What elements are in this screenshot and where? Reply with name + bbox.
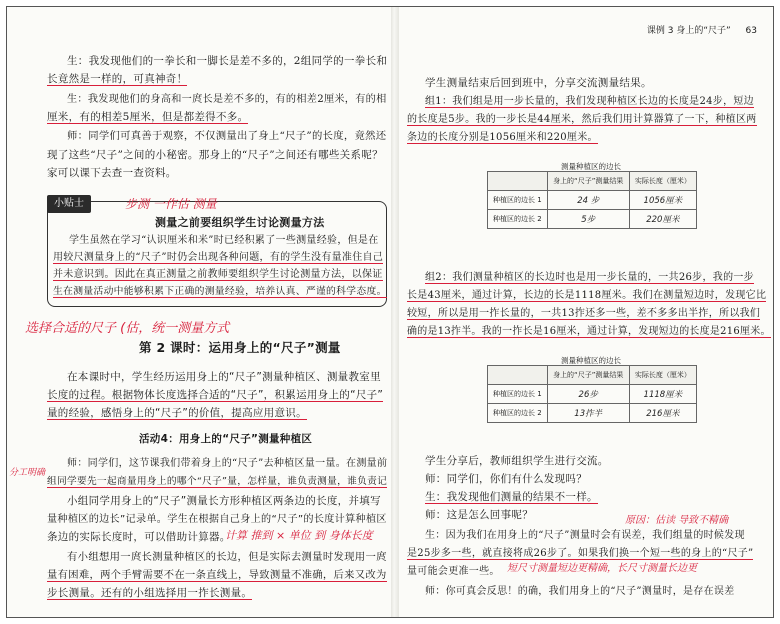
table-header: 身上的“尺子”测量结果	[547, 172, 629, 191]
text-line	[47, 71, 187, 88]
text-line-content: 是25步多一些，就直接将成26步了。如果我们换一个短一些的身上的“尺子”	[407, 548, 754, 559]
tip-line	[53, 283, 387, 300]
table-cell: 种植区的边长 1	[488, 385, 548, 404]
measurement-table	[487, 365, 697, 423]
text-line	[47, 109, 248, 126]
text-line: 生：因为我们在用身上的“尺子”测量时会有误差，我们组量的时候发现	[425, 530, 745, 541]
tip-line: 学生虽然在学习“认识厘米和米”时已经积累了一些测量经验，但是在	[69, 235, 379, 246]
tip-line-content: 生在测量活动中能够积累下正确的测量经验，培养认真、严谨的科学态度。	[53, 286, 387, 297]
table-cell: 种植区的边长 2	[488, 404, 548, 423]
tip-title: 测量之前要组织学生讨论测量方法	[155, 216, 325, 229]
handwritten-note: 选择合适的尺子 (估，统一测量方式	[25, 321, 230, 336]
book-spread	[6, 6, 774, 618]
text-line	[47, 567, 387, 584]
text-line-content: 组同学要先一起商量用身上的哪个“尺子”量，怎样量，谁负责测量，谁负责记	[47, 476, 388, 487]
text-line	[47, 473, 387, 490]
text-line: 生：我发现他们的一拳长和一脚长是差不多的，2组同学的一拳长和	[67, 55, 388, 67]
table-header-row	[488, 366, 697, 385]
text-line-content: 长是43厘米，通过计算，长边的长是1118厘米。我们在测量短边时，发现它比	[407, 290, 767, 301]
left-page	[7, 7, 391, 617]
text-line: 量可能会更准一些。	[407, 566, 500, 577]
text-line-content: 步长测量。还有的小组选择用一拃长测量。	[47, 587, 253, 599]
table-cell: 种植区的边长 1	[488, 191, 548, 210]
text-line	[425, 93, 754, 110]
text-line-content: 条边的长度分别是1056厘米和220厘米。	[407, 132, 598, 143]
text-line: 小组同学用身上的“尺子”测量长方形种植区两条边的长度，并填写	[67, 495, 381, 507]
table-caption: 测量种植区的边长	[561, 162, 621, 171]
text-line: 有小组想用一庹长测量种植区的长边，但是实际去测量时发现用一庹	[67, 551, 387, 563]
table-cell: 1056厘米	[629, 191, 696, 210]
table-cell: 216厘米	[629, 404, 696, 423]
running-header	[635, 23, 757, 36]
table-caption: 测量种植区的边长	[561, 356, 621, 365]
text-line-content: 组2：我们测量种植区的长边时也是用一步长量的，一共26步，我的一步	[425, 272, 754, 283]
text-line-content: 厘米，有的相差5厘米，但是都差得不多。	[47, 111, 249, 123]
text-line: 师：同学们，这节课我们带着身上的“尺子”去种植区量一量。在测量前	[67, 458, 388, 469]
text-line: 师：同学们，你们有什么发现吗？	[425, 473, 587, 485]
text-line-content: 长竟然是一样的，可真神奇！	[47, 73, 188, 85]
handwritten-note: 原因：估读 导致不精确	[625, 515, 729, 526]
text-line-content: 长度的过程。根据物体长度选择合适的“尺子”，积累运用身上的“尺子”	[47, 389, 384, 401]
table-header: 实际长度（厘米）	[629, 366, 696, 385]
text-line-content: 生：我发现他们测量的结果不一样。	[425, 491, 598, 503]
text-line: 学生分享后，教师组织学生进行交流。	[425, 455, 609, 467]
text-line-content: 组1：我们组是用一步长量的，我们发现种植区长边的长度是24步，短边	[425, 96, 754, 107]
text-line-content: 量的经验，感悟身上的“尺子”的价值，提高应用意识。	[47, 407, 307, 419]
tip-line-content: 并未意识到。因此在真正测量之前教师要组织学生讨论测量方法，以保证	[53, 269, 383, 280]
right-page	[399, 7, 774, 617]
table-cell: 13拃半	[547, 404, 629, 423]
table-cell: 种植区的边长 2	[488, 210, 548, 229]
text-line: 学生测量结束后回到班中，分享交流测量结果。	[425, 77, 652, 89]
text-line	[407, 129, 598, 146]
table-header: 身上的“尺子”测量结果	[547, 366, 629, 385]
text-line: 生：我发现他们的身高和一庹长是差不多的，有的相差2厘米，有的相	[67, 94, 387, 105]
text-line: 现了这些“尺子”之间的小秘密。那身上的“尺子”之间还有哪些关系呢？	[47, 149, 383, 161]
tip-line	[53, 266, 383, 283]
table-header-row	[488, 172, 697, 191]
chapter-title: 课例 3 身上的“尺子”	[646, 26, 731, 36]
text-line	[407, 287, 766, 304]
table-cell: 220厘米	[629, 210, 696, 229]
tip-line	[53, 249, 383, 266]
tip-badge: 小贴士	[47, 195, 91, 213]
handwritten-note: 短尺寸测量短边更精确，长尺寸测量长边更	[507, 563, 697, 574]
table-row	[488, 191, 697, 210]
lesson-title: 第 2 课时：运用身上的“尺子”测量	[139, 340, 341, 355]
table-header: 实际长度（厘米）	[629, 172, 696, 191]
text-line: 师：你可真会反思！的确，我们用身上的“尺子”测量时，是存在误差	[425, 586, 735, 597]
text-line-content: 的长度是5步。我的一步长是44厘米，然后我们用计算器算了一下，种植区两	[407, 114, 757, 125]
text-line: 量种植区的边长”记录单。学生在根据自己身上的“尺子”的长度计算种植区	[47, 514, 387, 525]
handwritten-note: 分工明确	[9, 468, 46, 478]
table-cell: 1118厘米	[629, 385, 696, 404]
table-cell: 5步	[547, 210, 629, 229]
page-number: 63	[745, 26, 757, 36]
text-line	[407, 305, 760, 322]
handwritten-note: 计算 推到 × 单位 到 身体长度	[225, 529, 373, 542]
activity-title: 活动4：用身上的“尺子”测量种植区	[139, 433, 313, 445]
text-line: 师：这是怎么回事呢？	[425, 509, 533, 521]
table-header	[488, 172, 548, 191]
text-line	[47, 405, 307, 422]
table-row	[488, 210, 697, 229]
text-line: 师：同学们可真善于观察，不仅测量出了身上“尺子”的长度，竟然还	[67, 130, 387, 142]
measurement-table	[487, 171, 697, 229]
text-line-content: 确的是13拃半。我的一拃长是16厘米，通过计算，发现短边的长度是216厘米。	[407, 326, 771, 337]
text-line: 条边的实际长度时，可以借助计算器。	[47, 531, 231, 543]
handwritten-note: 步测 一作估 测量	[125, 197, 217, 211]
tip-line-content: 用较尺测量身上的“尺子”时仍会出现各种问题，有的学生没有量准住自己	[53, 252, 384, 263]
text-line	[425, 269, 754, 286]
table-cell: 24 步	[547, 191, 629, 210]
table-row	[488, 385, 697, 404]
table-header	[488, 366, 548, 385]
text-line: 在本课时中，学生经历运用身上的“尺子”测量种植区、测量教室里	[67, 371, 381, 383]
table-cell: 26步	[547, 385, 629, 404]
text-line-content: 量有困难，两个手臂需要不在一条直线上，导致测量不准确，后来又改为	[47, 569, 387, 581]
text-line: 家可以课下去查一查资料。	[47, 167, 177, 179]
text-line	[407, 323, 771, 340]
text-line	[425, 489, 598, 506]
text-line-content: 较短，所以是用一拃长量的，一共13拃还多一些，差不多多出半拃，所以我们	[407, 308, 761, 319]
text-line	[47, 387, 383, 404]
table-row	[488, 404, 697, 423]
text-line	[407, 111, 757, 128]
text-line	[47, 585, 252, 602]
book-gutter	[391, 7, 399, 617]
